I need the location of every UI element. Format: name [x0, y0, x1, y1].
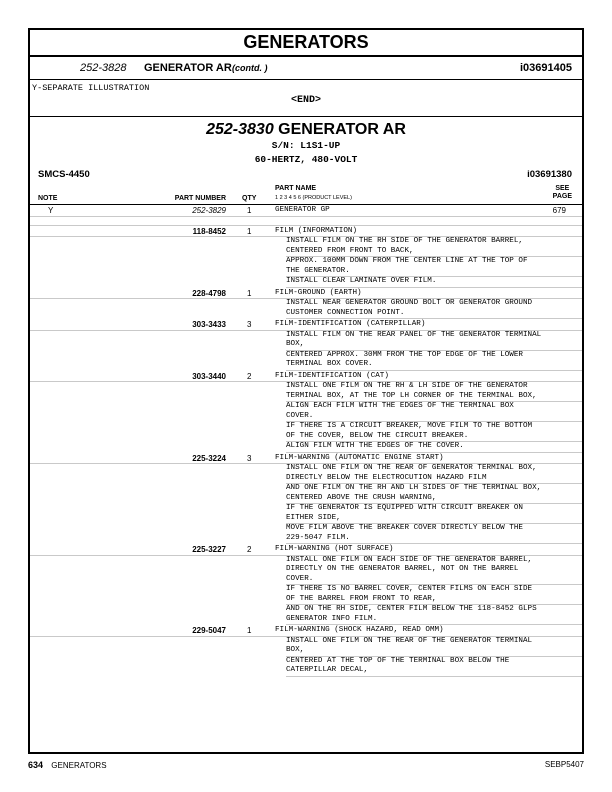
row-spacer: [30, 217, 582, 226]
row-install-note: INSTALL NEAR GENERATOR GROUND BOLT OR GENERATOR GROUND CUSTOMER CONNECTION POINT.: [286, 299, 582, 319]
table-row: [30, 288, 582, 300]
table-row: [30, 625, 582, 637]
col-see: SEE: [555, 185, 570, 192]
row-part-name: FILM-IDENTIFICATION (CATERPILLAR): [275, 320, 426, 328]
col-product-level: 1 2 3 4 5 6 (PRODUCT LEVEL): [275, 195, 352, 201]
row-see-page: 679: [552, 206, 566, 215]
col-note: NOTE: [38, 195, 58, 202]
col-page: PAGE: [552, 193, 572, 200]
col-see-page: [553, 185, 572, 201]
row-install-note: APPROX. 100MM DOWN FROM THE CENTER LINE AT THE TOP OF THE GENERATOR.: [286, 257, 582, 277]
row-install-note: AND ON THE RH SIDE, CENTER FILM BELOW THE 118-8452 GLPS GENERATOR INFO FILM.: [286, 605, 582, 625]
continued-part-number: 252-3828: [80, 62, 127, 74]
parts-table: [30, 205, 582, 677]
row-install-note: INSTALL FILM ON THE REAR PANEL OF THE GENERATOR TERMINAL BOX,: [286, 331, 582, 351]
footer-page-number: 634: [28, 760, 44, 770]
row-install-note: INSTALL ONE FILM ON THE RH & LH SIDE OF THE GENERATOR TERMINAL BOX, AT THE TOP LH CORNER OF THE TERMINAL BOX,: [286, 382, 582, 402]
row-qty: 2: [247, 545, 252, 554]
row-part-number: 303-3440: [192, 371, 226, 381]
row-install-note: INSTALL ONE FILM ON THE REAR OF THE GENERATOR TERMINAL BOX,: [286, 637, 582, 657]
section-header: [30, 117, 582, 167]
table-row: [30, 371, 582, 383]
row-qty: 2: [247, 371, 252, 381]
row-part-name: FILM-WARNING (AUTOMATIC ENGINE START): [275, 453, 444, 462]
page-footer: [28, 760, 584, 770]
col-part-number: PART NUMBER: [174, 195, 226, 202]
row-install-note: IF THERE IS A CIRCUIT BREAKER, MOVE FILM TO THE BOTTOM OF THE COVER, BELOW THE CIRCUIT BREAKER.: [286, 422, 582, 442]
smcs-code: SMCS-4450: [38, 169, 90, 180]
row-part-name: FILM-GROUND (EARTH): [275, 288, 362, 297]
row-install-note: INSTALL ONE FILM ON THE REAR OF GENERATOR TERMINAL BOX, DIRECTLY BELOW THE ELECTROCUTION HAZARD FILM: [286, 464, 582, 484]
row-part-number: 228-4798: [192, 288, 226, 298]
col-part-name: PART NAME: [275, 185, 317, 192]
row-qty: 1: [247, 226, 252, 236]
row-install-note: AND ONE FILM ON THE RH AND LH SIDES OF THE TERMINAL BOX, CENTERED ABOVE THE CRUSH WARNING,: [286, 484, 582, 504]
row-part-name: GENERATOR GP: [275, 206, 330, 214]
row-part-name: FILM-IDENTIFICATION (CAT): [275, 371, 389, 380]
row-part-name: FILM-WARNING (HOT SURFACE): [275, 545, 394, 553]
continued-suffix: (contd. ): [232, 63, 268, 73]
row-install-note: MOVE FILM ABOVE THE BREAKER COVER DIRECTLY BELOW THE 229-5047 FILM.: [286, 524, 582, 544]
row-qty: 3: [247, 453, 252, 463]
row-qty: 1: [247, 288, 252, 298]
row-qty: 1: [247, 206, 252, 215]
row-install-note: ALIGN FILM WITH THE EDGES OF THE COVER.: [286, 442, 582, 453]
section-part-number: 252-3830: [206, 121, 274, 138]
column-headers: [30, 184, 582, 205]
row-install-note: CENTERED AT THE TOP OF THE TERMINAL BOX BELOW THE CATERPILLAR DECAL,: [286, 657, 582, 677]
row-part-number: 252-3829: [192, 206, 226, 215]
table-row: [30, 226, 582, 238]
continued-iref: i03691405: [520, 62, 572, 74]
row-install-note: ALIGN EACH FILM WITH THE EDGES OF THE TERMINAL BOX COVER.: [286, 402, 582, 422]
section-serial: S/N: L1S1-UP: [271, 140, 341, 151]
row-qty: 1: [247, 626, 252, 635]
row-part-number: 303-3433: [192, 320, 226, 329]
col-qty: QTY: [242, 195, 257, 202]
row-install-note: CENTERED APPROX. 30MM FROM THE TOP EDGE OF THE LOWER TERMINAL BOX COVER.: [286, 351, 582, 371]
section-iref: i03691380: [527, 169, 572, 180]
note-legend: Y-SEPARATE ILLUSTRATION: [32, 83, 150, 93]
row-note: Y: [48, 206, 54, 215]
section-spec: 60-HERTZ, 480-VOLT: [254, 154, 358, 165]
table-row: [30, 453, 582, 465]
row-install-note: INSTALL ONE FILM ON EACH SIDE OF THE GENERATOR BARREL, DIRECTLY ON THE GENERATOR BARREL, NOT ON THE BARREL COVER.: [286, 556, 582, 586]
page-frame: [28, 28, 584, 754]
row-part-number: 225-3224: [192, 453, 226, 463]
section-name: GENERATOR AR: [278, 121, 406, 138]
end-marker: <END>: [30, 93, 582, 117]
row-install-note: IF THERE IS NO BARREL COVER, CENTER FILMS ON EACH SIDE OF THE BARREL FROM FRONT TO REAR,: [286, 585, 582, 605]
table-row: [30, 319, 582, 331]
continued-group-name: GENERATOR AR: [144, 62, 232, 74]
row-part-name: FILM-WARNING (SHOCK HAZARD, READ OMM): [275, 626, 444, 634]
page-title: GENERATORS: [30, 30, 582, 57]
table-row: [30, 544, 582, 556]
footer-section: GENERATORS: [51, 761, 107, 770]
table-row: [30, 205, 582, 217]
continued-header: [30, 57, 582, 80]
row-qty: 3: [247, 320, 252, 329]
footer-doc-id: SEBP5407: [544, 760, 584, 769]
row-part-number: 118-8452: [192, 226, 226, 236]
row-part-number: 225-3227: [192, 545, 226, 554]
row-part-number: 229-5047: [192, 626, 226, 635]
row-install-note: INSTALL CLEAR LAMINATE OVER FILM.: [286, 277, 582, 288]
row-install-note: IF THE GENERATOR IS EQUIPPED WITH CIRCUIT BREAKER ON EITHER SIDE,: [286, 504, 582, 524]
section-title: [30, 121, 582, 139]
smcs-row: [30, 167, 582, 181]
row-install-note: INSTALL FILM ON THE RH SIDE OF THE GENERATOR BARREL, CENTERED FROM FRONT TO BACK,: [286, 237, 582, 257]
row-part-name: FILM (INFORMATION): [275, 226, 358, 235]
